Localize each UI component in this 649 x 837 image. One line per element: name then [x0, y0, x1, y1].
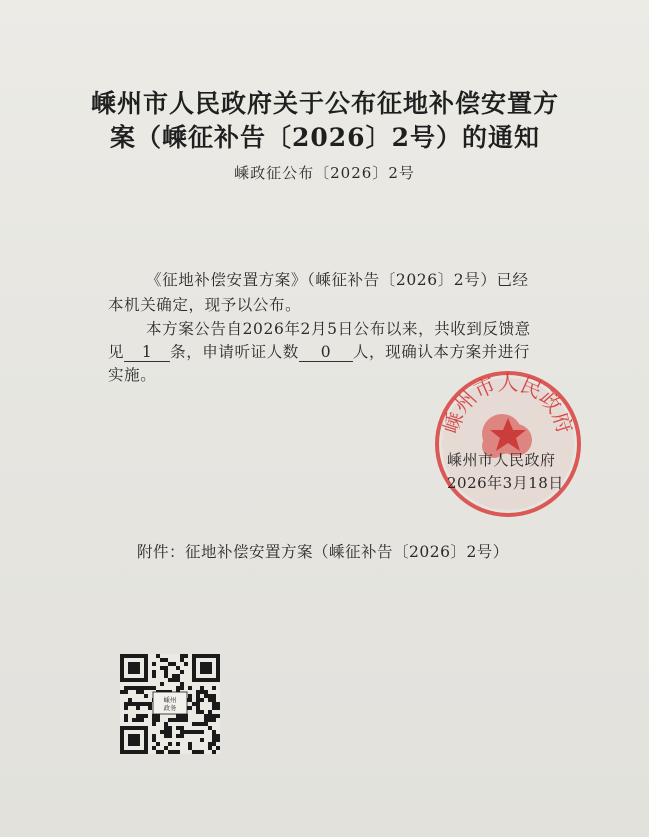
paragraph-2-line-1: 本方案公告自2026年2月5日公布以来，共收到反馈意 — [146, 320, 531, 338]
qr-module — [136, 714, 140, 718]
qr-module — [120, 690, 124, 694]
qr-module — [172, 750, 176, 754]
qr-module — [156, 714, 160, 718]
qr-module — [168, 734, 172, 738]
qr-module — [176, 714, 180, 718]
qr-module — [196, 702, 200, 706]
qr-module — [132, 702, 136, 706]
qr-module — [180, 658, 184, 662]
qr-module — [212, 714, 216, 718]
qr-center-label-1: 嵊州 — [163, 696, 177, 704]
qr-module — [172, 718, 176, 722]
qr-module — [216, 738, 220, 742]
qr-module — [168, 718, 172, 722]
qr-module — [176, 678, 180, 682]
qr-module — [208, 694, 212, 698]
qr-module — [196, 710, 200, 714]
qr-module — [172, 662, 176, 666]
qr-module — [196, 706, 200, 710]
qr-finder-pattern — [128, 662, 140, 674]
qr-code[interactable] — [120, 654, 220, 754]
qr-module — [160, 730, 164, 734]
qr-module — [184, 662, 188, 666]
qr-module — [188, 706, 192, 710]
qr-module — [200, 722, 204, 726]
qr-module — [164, 726, 168, 730]
qr-module — [212, 702, 216, 706]
qr-module — [136, 718, 140, 722]
qr-module — [216, 734, 220, 738]
qr-module — [128, 686, 132, 690]
paragraph-2-line-2 — [108, 340, 530, 362]
signature-date: 2026年3月18日 — [447, 474, 564, 492]
qr-module — [124, 706, 128, 710]
paragraph-2-text-b: 条，申请听证人数 — [170, 343, 299, 361]
qr-module — [144, 714, 148, 718]
qr-module — [216, 746, 220, 750]
qr-module — [164, 670, 168, 674]
qr-module — [200, 690, 204, 694]
qr-module — [180, 654, 184, 658]
attachment-line: 附件：征地补偿安置方案（嵊征补告〔2026〕2号） — [137, 543, 509, 561]
qr-module — [140, 686, 144, 690]
qr-module — [160, 750, 164, 754]
qr-module — [212, 750, 216, 754]
qr-module — [196, 750, 200, 754]
qr-module — [152, 714, 156, 718]
qr-module — [212, 706, 216, 710]
qr-module — [180, 714, 184, 718]
qr-module — [184, 718, 188, 722]
qr-module — [192, 722, 196, 726]
document-number: 嵊政征公布〔2026〕2号 — [234, 164, 415, 182]
qr-module — [208, 742, 212, 746]
title-line-2: 案（嵊征补告〔2026〕2号）的通知 — [110, 123, 540, 152]
qr-module — [164, 674, 168, 678]
qr-module — [180, 686, 184, 690]
qr-module — [188, 694, 192, 698]
qr-module — [208, 714, 212, 718]
qr-module — [136, 686, 140, 690]
qr-module — [160, 658, 164, 662]
qr-module — [200, 738, 204, 742]
qr-module — [152, 734, 156, 738]
qr-module — [160, 682, 164, 686]
qr-module — [204, 690, 208, 694]
qr-module — [188, 686, 192, 690]
qr-module — [160, 666, 164, 670]
qr-module — [196, 722, 200, 726]
qr-module — [164, 658, 168, 662]
qr-module — [128, 702, 132, 706]
qr-module — [216, 702, 220, 706]
paragraph-2-line-3: 实施。 — [108, 366, 157, 384]
qr-module — [208, 746, 212, 750]
qr-module — [184, 730, 188, 734]
qr-module — [212, 742, 216, 746]
qr-module — [148, 702, 152, 706]
qr-module — [156, 654, 160, 658]
qr-module — [176, 666, 180, 670]
qr-module — [164, 730, 168, 734]
qr-module — [168, 678, 172, 682]
qr-module — [192, 730, 196, 734]
qr-module — [212, 738, 216, 742]
qr-module — [124, 686, 128, 690]
qr-module — [124, 690, 128, 694]
feedback-count: 1 — [124, 344, 170, 362]
qr-module — [200, 686, 204, 690]
qr-module — [180, 726, 184, 730]
seal-text: 嵊州市人民政府 — [439, 371, 577, 437]
qr-module — [204, 714, 208, 718]
qr-module — [196, 698, 200, 702]
hearing-count: 0 — [299, 344, 353, 362]
qr-module — [164, 722, 168, 726]
qr-module — [200, 750, 204, 754]
qr-module — [216, 706, 220, 710]
qr-module — [208, 718, 212, 722]
qr-module — [200, 730, 204, 734]
qr-module — [184, 714, 188, 718]
qr-module — [212, 686, 216, 690]
qr-module — [140, 690, 144, 694]
qr-module — [124, 718, 128, 722]
title-line-1: 嵊州市人民政府关于公布征地补偿安置方 — [90, 89, 559, 118]
qr-module — [140, 714, 144, 718]
qr-module — [156, 750, 160, 754]
qr-module — [208, 710, 212, 714]
qr-module — [152, 674, 156, 678]
qr-module — [188, 698, 192, 702]
qr-module — [140, 718, 144, 722]
qr-module — [204, 722, 208, 726]
qr-module — [144, 694, 148, 698]
qr-module — [180, 730, 184, 734]
qr-module — [196, 730, 200, 734]
qr-module — [204, 694, 208, 698]
qr-module — [176, 674, 180, 678]
qr-module — [152, 738, 156, 742]
qr-module — [176, 686, 180, 690]
qr-finder-pattern — [128, 734, 140, 746]
qr-module — [168, 742, 172, 746]
qr-finder-pattern — [200, 662, 212, 674]
qr-module — [152, 686, 156, 690]
qr-module — [168, 730, 172, 734]
qr-module — [156, 742, 160, 746]
qr-module — [172, 678, 176, 682]
qr-module — [152, 718, 156, 722]
qr-module — [152, 746, 156, 750]
paragraph-2-text-c: 人，现确认本方案并进行 — [352, 343, 531, 361]
qr-module — [164, 746, 168, 750]
qr-module — [156, 718, 160, 722]
qr-module — [168, 662, 172, 666]
qr-module — [176, 726, 180, 730]
qr-module — [200, 698, 204, 702]
qr-module — [128, 698, 132, 702]
qr-module — [176, 718, 180, 722]
qr-module — [184, 654, 188, 658]
qr-module — [216, 714, 220, 718]
paragraph-1-line-2: 本机关确定，现予以公布。 — [108, 296, 302, 314]
official-seal — [432, 368, 584, 520]
qr-module — [200, 710, 204, 714]
paragraph-2-text-a: 见 — [108, 343, 125, 361]
paragraph-1-line-1: 《征地补偿安置方案》（嵊征补告〔2026〕2号）已经 — [146, 271, 529, 289]
qr-module — [180, 670, 184, 674]
qr-module — [132, 718, 136, 722]
qr-module — [208, 726, 212, 730]
qr-module — [136, 702, 140, 706]
qr-module — [212, 734, 216, 738]
qr-module — [188, 742, 192, 746]
qr-module — [152, 662, 156, 666]
qr-module — [164, 666, 168, 670]
qr-module — [180, 682, 184, 686]
qr-module — [136, 690, 140, 694]
qr-module — [168, 726, 172, 730]
qr-module — [212, 694, 216, 698]
signature-organization: 嵊州市人民政府 — [447, 451, 556, 469]
qr-module — [192, 750, 196, 754]
qr-module — [168, 750, 172, 754]
qr-module — [212, 698, 216, 702]
qr-module — [212, 730, 216, 734]
qr-module — [208, 698, 212, 702]
qr-module — [124, 714, 128, 718]
qr-module — [176, 742, 180, 746]
qr-module — [188, 730, 192, 734]
qr-module — [144, 702, 148, 706]
qr-module — [152, 722, 156, 726]
qr-module — [148, 706, 152, 710]
qr-module — [148, 686, 152, 690]
qr-module — [172, 674, 176, 678]
qr-module — [140, 702, 144, 706]
qr-module — [152, 670, 156, 674]
qr-module — [188, 746, 192, 750]
qr-module — [212, 718, 216, 722]
qr-module — [136, 706, 140, 710]
qr-module — [176, 750, 180, 754]
qr-module — [180, 718, 184, 722]
qr-module — [124, 702, 128, 706]
qr-module — [176, 734, 180, 738]
qr-center-label-2: 政务 — [163, 704, 177, 712]
qr-module — [164, 734, 168, 738]
qr-module — [204, 718, 208, 722]
qr-module — [144, 686, 148, 690]
qr-module — [132, 686, 136, 690]
qr-module — [192, 702, 196, 706]
qr-module — [196, 690, 200, 694]
qr-module — [196, 694, 200, 698]
qr-module — [180, 734, 184, 738]
